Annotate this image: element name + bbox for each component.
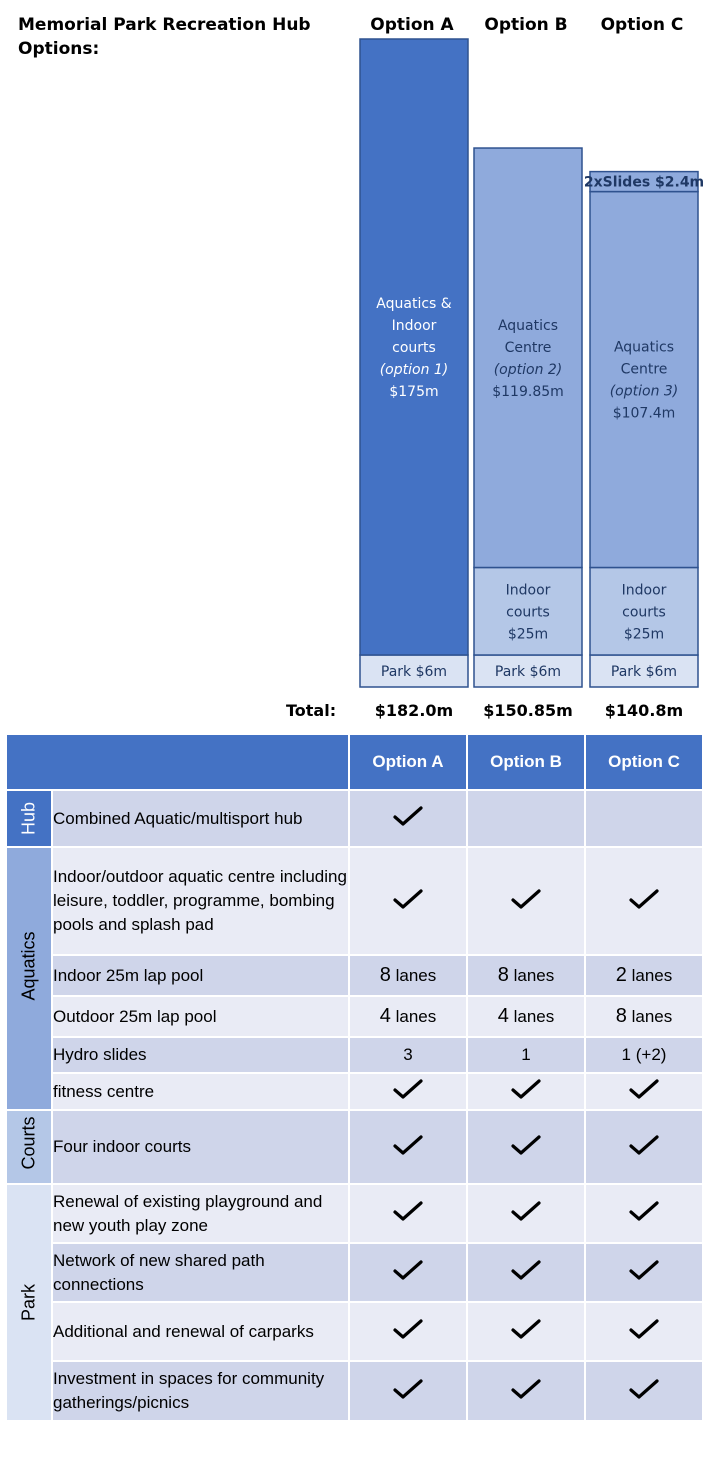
title-line: Memorial Park Recreation Hub — [18, 15, 311, 35]
option-c-heading: Option C — [600, 15, 684, 35]
data-label: Indoor — [505, 582, 551, 599]
option-cell — [349, 1110, 467, 1184]
option-cell — [467, 1110, 585, 1184]
total-option-a: $182.0m — [374, 701, 454, 720]
data-label: (option 3) — [609, 383, 679, 400]
feature-label: Hydro slides — [52, 1037, 349, 1073]
checkmark-icon — [628, 1200, 660, 1222]
option-cell: 1 — [467, 1037, 585, 1073]
category-label: Aquatics — [18, 931, 39, 1001]
table-row — [6, 1184, 703, 1243]
table-header-blank — [6, 734, 349, 790]
option-cell: 3 — [349, 1037, 467, 1073]
data-label: Park $6m — [380, 664, 448, 680]
title-line: Options: — [18, 39, 100, 59]
table-row — [6, 996, 703, 1037]
feature-label: Network of new shared path connections — [52, 1243, 349, 1302]
table-row — [6, 1302, 703, 1361]
lane-count: 8 — [379, 964, 391, 986]
table-header-row — [6, 734, 703, 790]
data-label: Aquatics & — [376, 296, 452, 312]
checkmark-icon — [392, 1378, 424, 1400]
data-label: Park $6m — [494, 664, 562, 680]
checkmark-icon — [628, 1078, 660, 1100]
checkmark-icon — [510, 1318, 542, 1340]
lane-count: 8 — [615, 1005, 627, 1027]
feature-label: Combined Aquatic/multisport hub — [52, 790, 349, 847]
data-label: courts — [506, 604, 550, 621]
option-cell — [467, 1073, 585, 1110]
data-label: $25m — [507, 626, 549, 643]
category-park — [6, 1184, 52, 1421]
table-row — [6, 1361, 703, 1421]
total-option-b: $150.85m — [483, 701, 573, 720]
checkmark-icon — [510, 1378, 542, 1400]
checkmark-icon — [628, 1259, 660, 1281]
data-label: $107.4m — [612, 405, 676, 422]
feature-label: Indoor/outdoor aquatic centre including leisure, toddler, programme, bombing pools and splash pad — [52, 847, 349, 955]
option-cell: 8 lanes — [349, 955, 467, 996]
option-cell: 4 lanes — [349, 996, 467, 1037]
total-option-c: $140.8m — [604, 701, 684, 720]
data-label: (option 2) — [493, 361, 563, 378]
table-header-option-c: Option C — [585, 734, 703, 790]
option-cell — [467, 1243, 585, 1302]
option-cell — [349, 1073, 467, 1110]
data-label: courts — [392, 340, 436, 356]
category-courts — [6, 1110, 52, 1184]
checkmark-icon — [510, 888, 542, 910]
table-header-option-a: Option A — [349, 734, 467, 790]
data-label: (option 1) — [379, 362, 449, 378]
category-label: Hub — [18, 801, 39, 836]
data-label: Indoor — [391, 318, 437, 334]
option-cell — [467, 1361, 585, 1421]
option-cell — [349, 1243, 467, 1302]
option-cell — [349, 1184, 467, 1243]
option-cell — [585, 790, 703, 847]
option-cell — [467, 1302, 585, 1361]
data-label: 2xSlides $2.4m — [583, 174, 705, 191]
checkmark-icon — [510, 1259, 542, 1281]
option-cell — [585, 1243, 703, 1302]
option-cell — [467, 790, 585, 847]
table-row — [6, 847, 703, 955]
bar-segment — [590, 192, 698, 568]
checkmark-icon — [392, 1259, 424, 1281]
lane-count: 2 — [615, 964, 627, 986]
category-label: Courts — [18, 1115, 39, 1169]
feature-label: Investment in spaces for community gatherings/picnics — [52, 1361, 349, 1421]
option-cell — [585, 1361, 703, 1421]
checkmark-icon — [392, 805, 424, 827]
checkmark-icon — [628, 888, 660, 910]
totals-label: Total: — [286, 701, 337, 720]
checkmark-icon — [628, 1318, 660, 1340]
table-header-option-b: Option B — [467, 734, 585, 790]
checkmark-icon — [392, 1078, 424, 1100]
option-cell — [585, 1302, 703, 1361]
lane-count: 4 — [379, 1005, 391, 1027]
checkmark-icon — [392, 1318, 424, 1340]
category-hub — [6, 790, 52, 847]
feature-label: Renewal of existing playground and new youth play zone — [52, 1184, 349, 1243]
feature-label: Four indoor courts — [52, 1110, 349, 1184]
option-cell — [467, 1184, 585, 1243]
checkmark-icon — [392, 888, 424, 910]
checkmark-icon — [392, 1134, 424, 1156]
lane-count: 4 — [497, 1005, 509, 1027]
checkmark-icon — [628, 1134, 660, 1156]
bar-segment — [474, 148, 582, 567]
feature-label: Additional and renewal of carparks — [52, 1302, 349, 1361]
data-label: Centre — [620, 361, 668, 378]
data-label: Aquatics — [613, 339, 675, 356]
feature-label: Indoor 25m lap pool — [52, 955, 349, 996]
feature-label: Outdoor 25m lap pool — [52, 996, 349, 1037]
data-label: Aquatics — [497, 317, 559, 334]
checkmark-icon — [510, 1078, 542, 1100]
table-row — [6, 955, 703, 996]
checkmark-icon — [510, 1200, 542, 1222]
option-cell — [585, 847, 703, 955]
option-cell — [585, 1110, 703, 1184]
data-label: Centre — [504, 339, 552, 356]
option-cell: 8 lanes — [467, 955, 585, 996]
lane-count: 8 — [497, 964, 509, 986]
data-label: Park $6m — [610, 664, 678, 680]
data-label: Indoor — [621, 582, 667, 599]
option-cell — [349, 847, 467, 955]
table-row — [6, 790, 703, 847]
option-cell: 1 (+2) — [585, 1037, 703, 1073]
option-cell: 2 lanes — [585, 955, 703, 996]
data-label: courts — [622, 604, 666, 621]
checkmark-icon — [628, 1378, 660, 1400]
option-cell — [349, 1302, 467, 1361]
option-cell — [349, 790, 467, 847]
checkmark-icon — [392, 1200, 424, 1222]
option-cell — [585, 1073, 703, 1110]
option-cell — [349, 1361, 467, 1421]
option-cell — [585, 1184, 703, 1243]
feature-label: fitness centre — [52, 1073, 349, 1110]
option-cell — [467, 847, 585, 955]
table-row — [6, 1110, 703, 1184]
table-row — [6, 1073, 703, 1110]
option-cell: 4 lanes — [467, 996, 585, 1037]
data-label: $175m — [389, 384, 439, 400]
data-label: $25m — [623, 626, 665, 643]
category-aquatics — [6, 847, 52, 1110]
data-label: $119.85m — [492, 383, 564, 400]
option-b-heading: Option B — [484, 15, 568, 35]
table-body — [6, 790, 703, 1421]
table-row — [6, 1037, 703, 1073]
option-a-heading: Option A — [370, 15, 454, 35]
category-label: Park — [18, 1284, 39, 1322]
option-cell: 8 lanes — [585, 996, 703, 1037]
options-table — [5, 733, 704, 1422]
table-row — [6, 1243, 703, 1302]
stacked-bar-chart — [0, 0, 711, 700]
checkmark-icon — [510, 1134, 542, 1156]
